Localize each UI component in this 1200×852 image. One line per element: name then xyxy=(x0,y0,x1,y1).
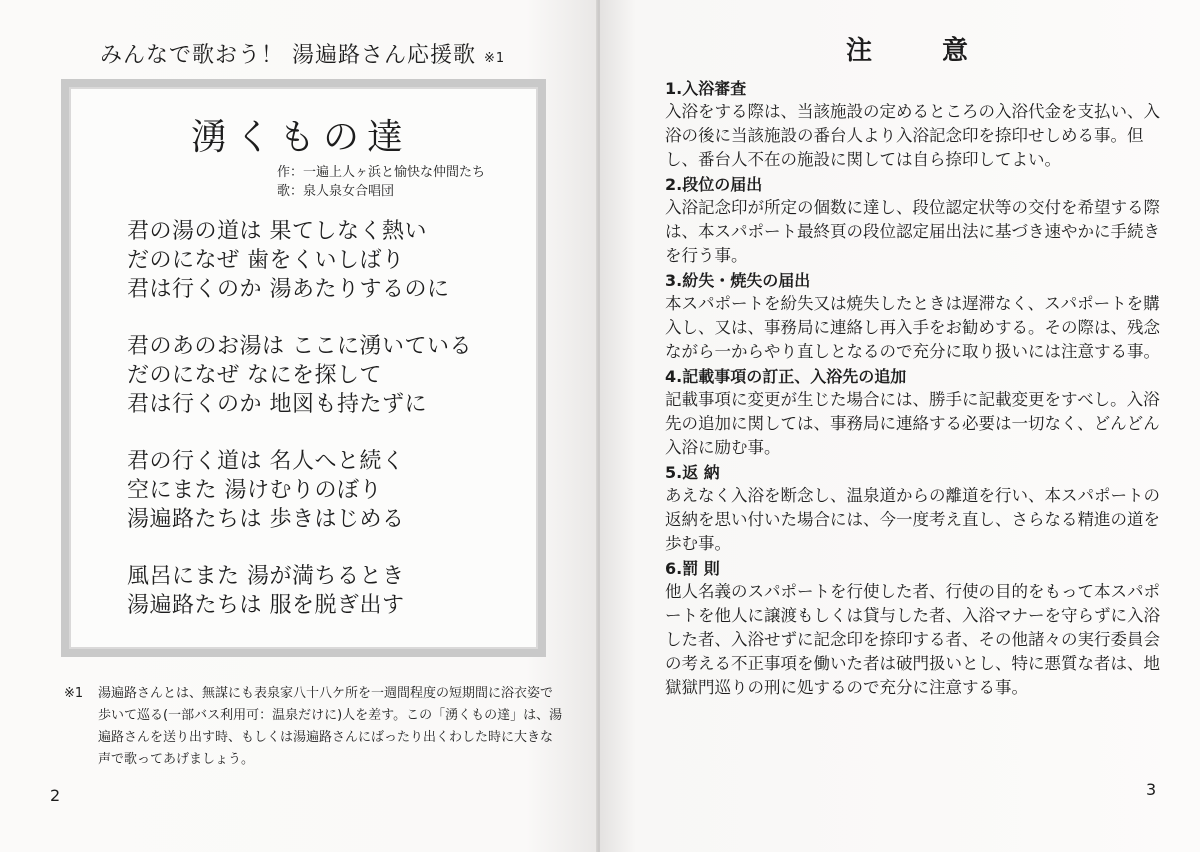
lyrics-frame xyxy=(61,79,546,657)
notice-heading: 6.罰 則 xyxy=(665,559,720,578)
notice-item-corrections xyxy=(665,366,1165,460)
footnote xyxy=(64,683,564,771)
verse-2 xyxy=(127,332,472,419)
notice-heading: 4.記載事項の訂正、入浴先の追加 xyxy=(665,367,907,386)
page-number-left: 2 xyxy=(50,786,61,805)
notice-item-bath-review xyxy=(665,78,1165,172)
lyric-line: 空にまた 湯けむりのぼり xyxy=(127,478,382,503)
lyric-line: だのになぜ 歯をくいしばり xyxy=(127,248,405,273)
song-header xyxy=(100,38,505,69)
notice-body: あえなく入浴を断念し、温泉道からの離道を行い、本スパポートの返納を思い付いた場合には、今一度考え直し、さらなる精進の道を歩む事。 xyxy=(665,486,1160,553)
verse-3 xyxy=(127,447,472,534)
song-lyrics xyxy=(127,217,472,648)
song-title: 湧くもの達 xyxy=(191,117,412,158)
lyric-line: 君は行くのか 湯あたりするのに xyxy=(127,277,450,302)
notice-item-penalty xyxy=(665,558,1165,700)
notice-heading: 1.入浴審査 xyxy=(665,79,747,98)
footnote-mark: ※1 xyxy=(64,686,84,701)
notice-heading: 5.返 納 xyxy=(665,463,720,482)
lyric-line: だのになぜ なにを探して xyxy=(127,363,382,388)
lyric-line: 湯遍路たちは 歩きはじめる xyxy=(127,507,405,532)
verse-4 xyxy=(127,562,472,620)
notice-body: 他人名義のスパポートを行使した者、行使の目的をもって本スパポートを他人に譲渡もしくは貸与した者、入浴マナーを守らずに入浴した者、入浴せずに記念印を捺印する者、その他諸々の実行委員会の考える不正事項を働いた者は破門扱いとし、特に悪質な者は、地獄獄門巡りの刑に処するので充分に注意する事。 xyxy=(665,582,1160,697)
verse-1 xyxy=(127,217,472,304)
song-header-title: みんなで歌おう！ 湯遍路さん応援歌 xyxy=(100,43,476,68)
notice-item-loss-report xyxy=(665,270,1165,364)
page-number-right: 3 xyxy=(1146,780,1157,799)
notice-heading: 3.紛失・焼失の届出 xyxy=(665,271,811,290)
notice-body: 入浴記念印が所定の個数に達し、段位認定状等の交付を希望する際は、本スパポート最終頁の段位認定届出法に基づき速やかに手続きを行う事。 xyxy=(665,198,1160,265)
song-header-note: ※1 xyxy=(484,51,506,66)
lyric-line: 君のあのお湯は ここに湧いている xyxy=(127,334,472,359)
lyric-line: 君の湯の道は 果てしなく熱い xyxy=(127,219,427,244)
notice-body: 入浴をする際は、当該施設の定めるところの入浴代金を支払い、入浴の後に当該施設の番台人より入浴記念印を捺印せしめる事。但し、番台人不在の施設に関しては自ら捺印してよい。 xyxy=(665,102,1160,169)
notice-title: 注 意 xyxy=(846,36,991,66)
song-credits xyxy=(277,163,485,201)
notice-item-rank-report xyxy=(665,174,1165,268)
notice-list xyxy=(665,76,1165,700)
lyric-line: 風呂にまた 湯が満ちるとき xyxy=(127,564,405,589)
credit-author: 作：一遍上人ヶ浜と愉快な仲間たち xyxy=(277,165,486,180)
lyrics-frame-inner xyxy=(69,87,538,649)
notice-body: 本スパポートを紛失又は焼失したときは遅滞なく、スパポートを購入し、又は、事務局に連絡し再入手をお勧めする。その際は、残念ながら一からやり直しとなるので充分に取り扱いには注意する事。 xyxy=(665,294,1160,361)
notice-body: 記載事項に変更が生じた場合には、勝手に記載変更をすべし。入浴先の追加に関しては、事務局に連絡する必要は一切なく、どんどん入浴に励む事。 xyxy=(665,390,1160,457)
lyric-line: 湯遍路たちは 服を脱ぎ出す xyxy=(127,593,405,618)
lyric-line: 君は行くのか 地図も持たずに xyxy=(127,392,427,417)
footnote-text: 湯遍路さんとは、無謀にも表泉家八十八ケ所を一週間程度の短期間に浴衣姿で歩いて巡る(一部バス利用可：温泉だけに)人を差す。この「湧くもの達」は、湯遍路さんを送り出す時、もしくは湯遍路さんにばったり出くわした時に大きな声で歌ってあげましょう。 xyxy=(98,686,563,767)
credit-singer: 歌：泉人泉女合唱団 xyxy=(277,184,395,199)
notice-item-return xyxy=(665,462,1165,556)
notice-heading: 2.段位の届出 xyxy=(665,175,763,194)
left-page xyxy=(0,0,598,852)
lyric-line: 君の行く道は 名人へと続く xyxy=(127,449,405,474)
